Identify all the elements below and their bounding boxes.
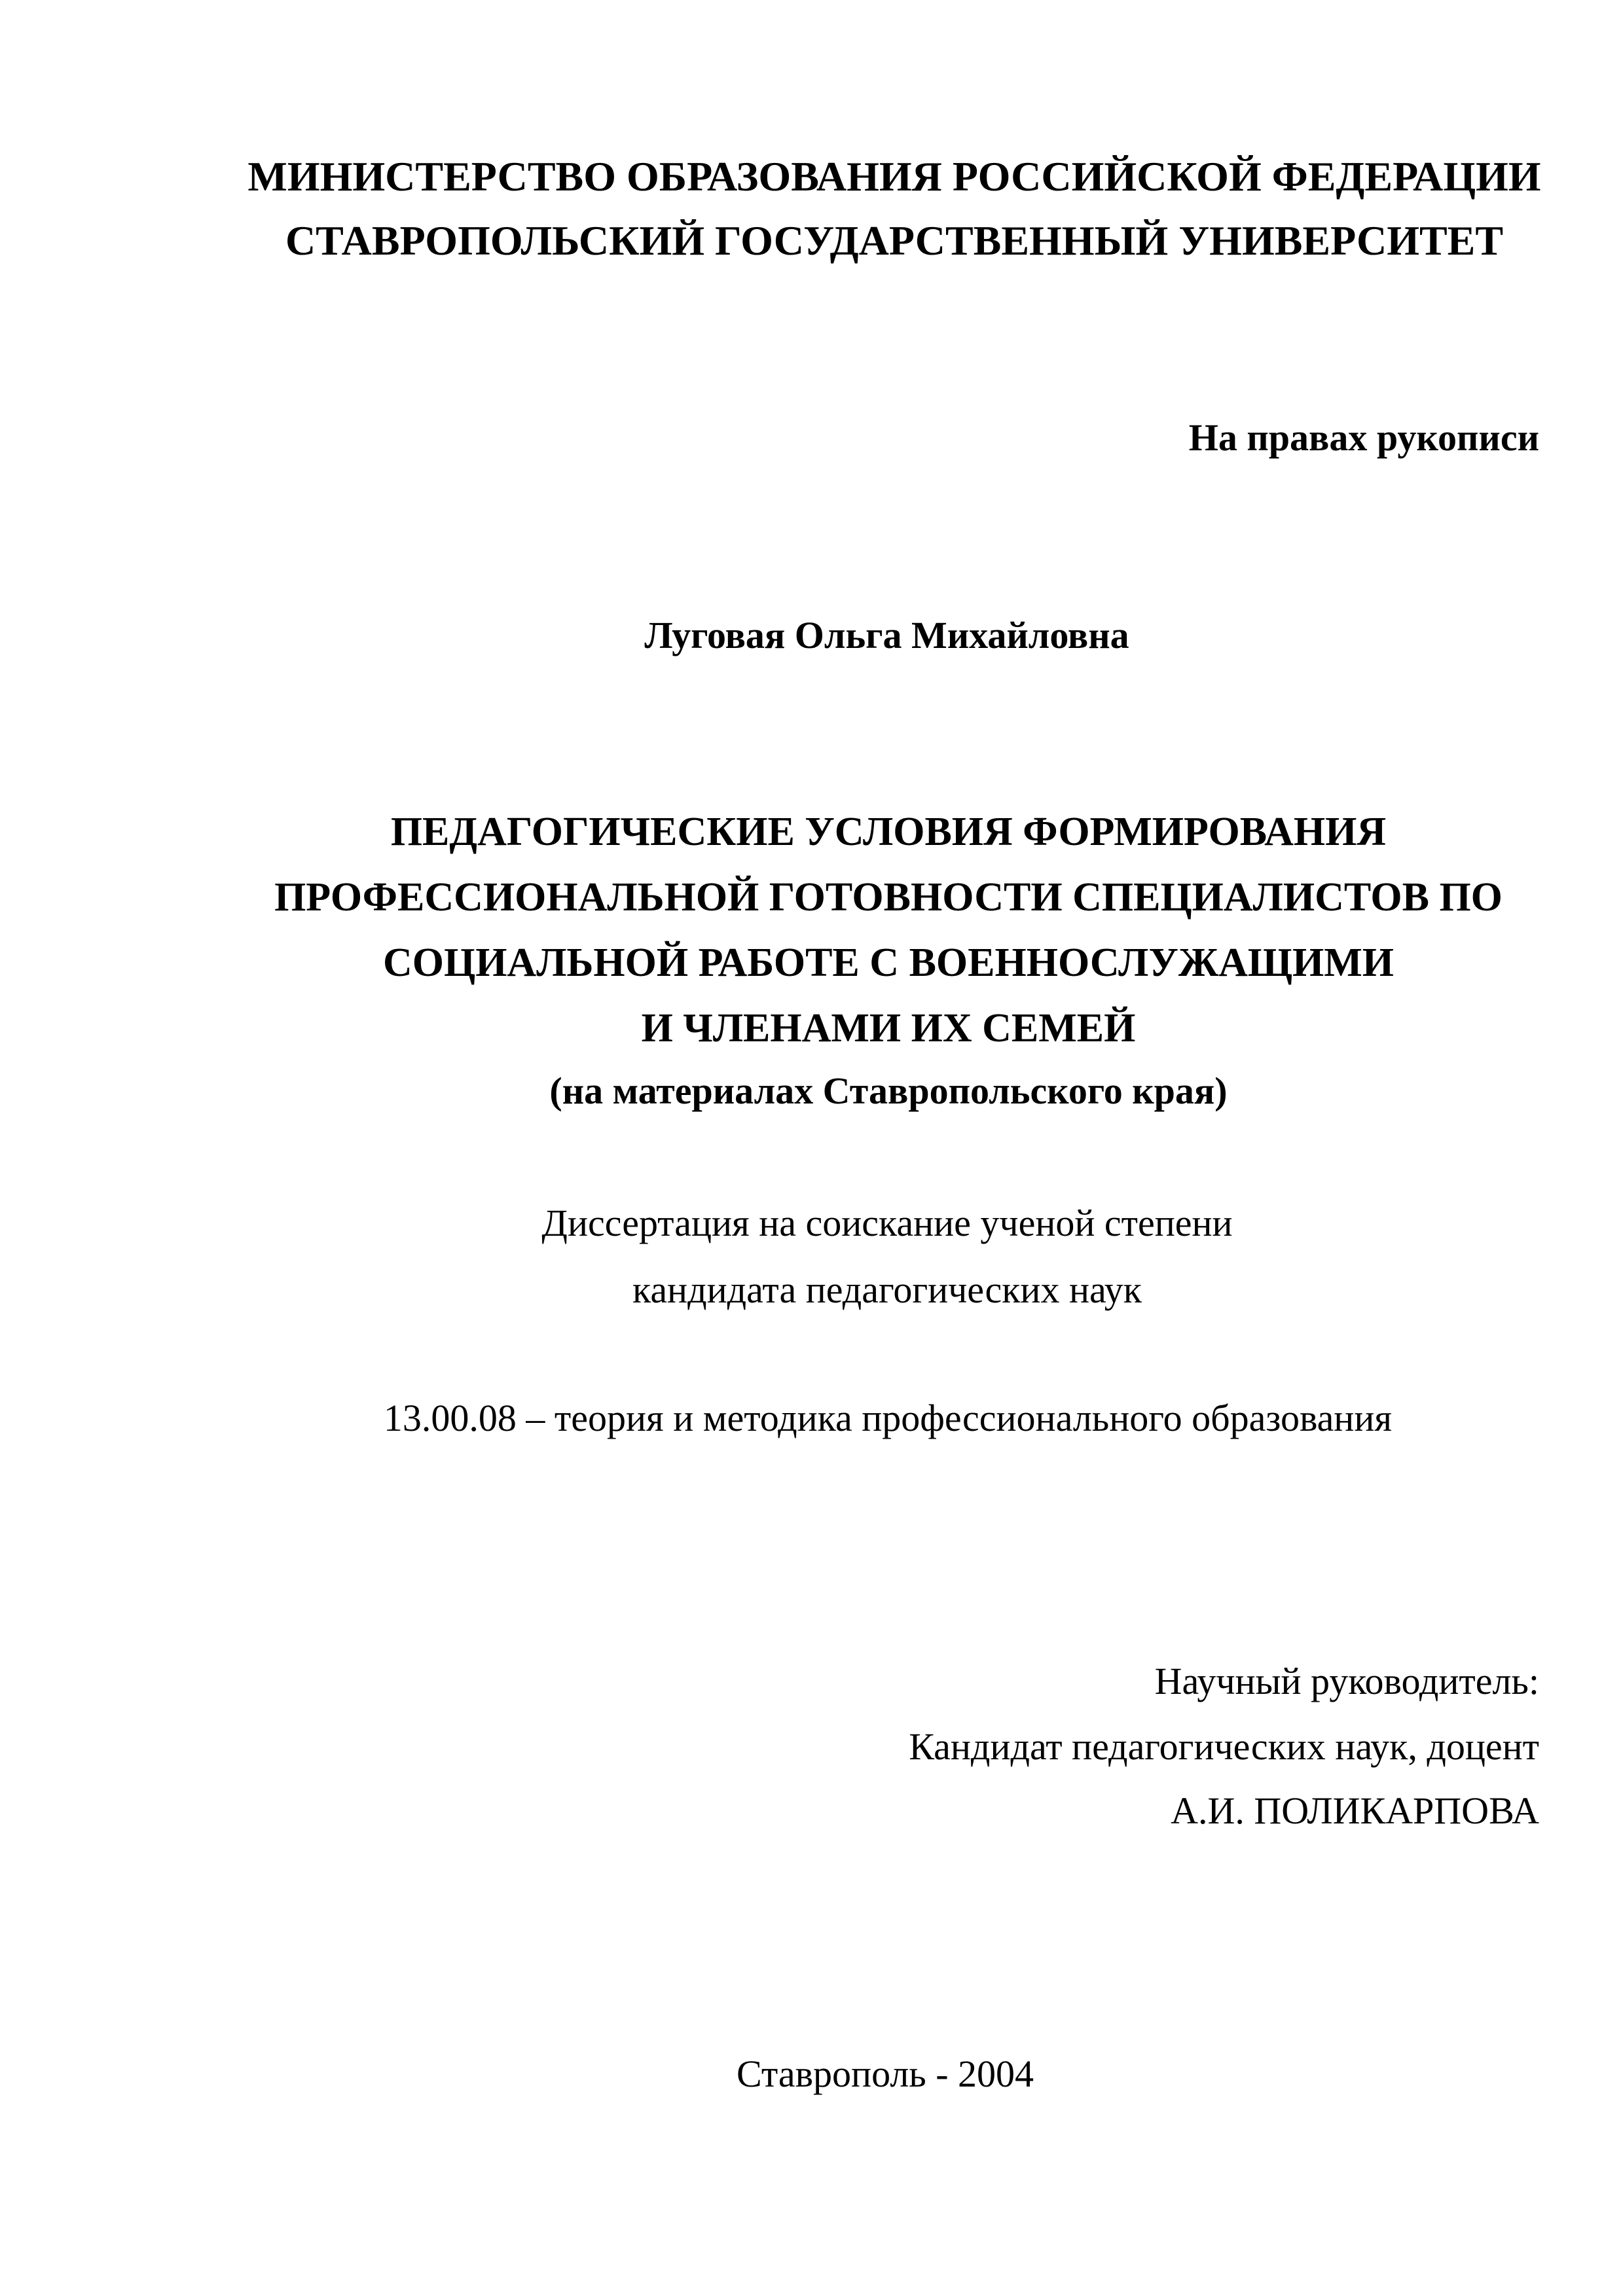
supervisor-label: Научный руководитель: xyxy=(1154,1660,1539,1702)
author-name: Луговая Ольга Михайловна xyxy=(644,614,1129,656)
thesis-subtitle: (на материалах Ставропольского края) xyxy=(549,1069,1228,1112)
university-heading: СТАВРОПОЛЬСКИЙ ГОСУДАРСТВЕННЫЙ УНИВЕРСИТЕТ xyxy=(285,217,1504,264)
ministry-heading: МИНИСТЕРСТВО ОБРАЗОВАНИЯ РОССИЙСКОЙ ФЕДЕРАЦИИ xyxy=(247,153,1541,200)
thesis-title-line: И ЧЛЕНАМИ ИХ СЕМЕЙ xyxy=(641,1006,1136,1050)
specialty-code: 13.00.08 – теория и методика профессионального образования xyxy=(383,1397,1393,1439)
thesis-title-line: ПЕДАГОГИЧЕСКИЕ УСЛОВИЯ ФОРМИРОВАНИЯ xyxy=(390,810,1387,854)
dissertation-degree-line: кандидата педагогических наук xyxy=(632,1268,1142,1311)
dissertation-degree-line: Диссертация на соискание ученой степени xyxy=(541,1202,1233,1244)
city-year: Ставрополь - 2004 xyxy=(736,2053,1034,2095)
supervisor-name: А.И. ПОЛИКАРПОВА xyxy=(1171,1789,1539,1832)
thesis-title-line: СОЦИАЛЬНОЙ РАБОТЕ С ВОЕННОСЛУЖАЩИМИ xyxy=(382,941,1394,985)
manuscript-rights-note: На правах рукописи xyxy=(1188,416,1539,459)
thesis-title-line: ПРОФЕССИОНАЛЬНОЙ ГОТОВНОСТИ СПЕЦИАЛИСТОВ ПО xyxy=(274,875,1503,920)
supervisor-degree: Кандидат педагогических наук, доцент xyxy=(909,1725,1539,1768)
